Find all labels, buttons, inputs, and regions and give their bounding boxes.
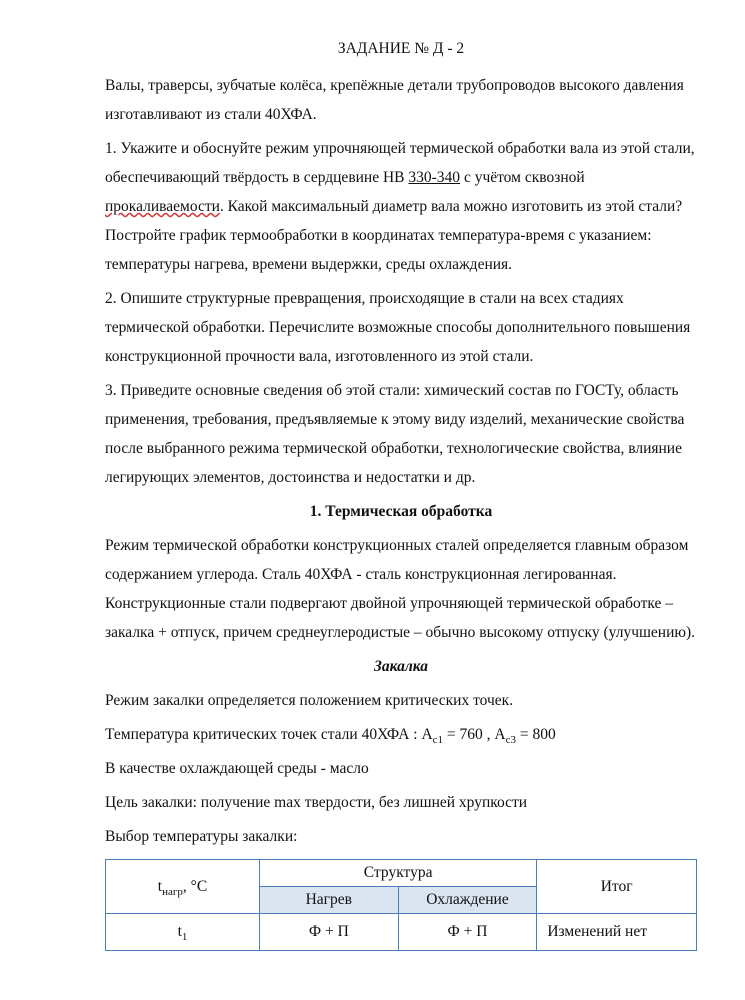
table-cell-t1 — [106, 914, 260, 951]
task-2-paragraph: 2. Опишите структурные превращения, происходящие в стали на всех стадиях термической обработки. Перечислите возможные способы дополнительного повышения конструкционной прочности вала, изготовленного из этой стали. — [105, 290, 691, 365]
quench-goal-paragraph: Цель закалки: получение max твердости, без лишней хрупкости — [105, 794, 528, 811]
table-cell-heating-phase: Ф + П — [259, 914, 398, 951]
task-1-paragraph — [105, 134, 697, 279]
heat-treatment-paragraph: Режим термической обработки конструкционных сталей определяется главным образом содержанием углерода. Сталь 40ХФА - сталь конструкционная легированная. Конструкционные стали подвергают двойной упрочняющей термической обработке – закалка + отпуск, причем среднеуглеродистые – обычно высокому отпуску (улучшению). — [105, 537, 696, 641]
table-header-result: Итог — [537, 860, 697, 914]
table-cell-cooling-phase: Ф + П — [398, 914, 537, 951]
hardness-range-underlined: 330-340 — [408, 169, 461, 186]
table-header-structure: Структура — [259, 860, 536, 887]
critical-points-text-c: = 800 — [515, 726, 556, 743]
critical-points-text-b: = 760 , А — [443, 726, 506, 743]
table-header-row-1 — [106, 860, 697, 887]
subheading-quenching: Закалка — [373, 658, 429, 675]
table-header-cooling: Охлаждение — [398, 887, 537, 914]
task-1-text-c: . Какой максимальный диаметр вала можно изготовить из этой стали? Постройте график термообработки в координатах температура-время с указанием: температуры нагрева, времени выдержки, среды охлаждения. — [105, 198, 683, 273]
cooling-medium-paragraph: В качестве охлаждающей среды - масло — [105, 760, 369, 777]
quench-mode-paragraph: Режим закалки определяется положением критических точек. — [105, 692, 514, 709]
tnagr-subscript: нагр — [162, 885, 183, 898]
ac1-subscript: с1 — [432, 734, 444, 747]
spellchecked-word: прокаливаемости — [105, 198, 220, 215]
task-1-text-b: с учётом сквозной — [460, 169, 585, 186]
task-1-text-a: 1. Укажите и обоснуйте режим упрочняющей термической обработки вала из этой стали, обеспечивающий твёрдость в сердцевине НВ — [105, 140, 695, 186]
table-header-heating: Нагрев — [259, 887, 398, 914]
section-heading-heat-treatment: 1. Термическая обработка — [309, 503, 493, 520]
quench-temperature-table — [105, 859, 697, 951]
assignment-title: ЗАДАНИЕ № Д - 2 — [337, 40, 465, 57]
critical-points-paragraph — [105, 720, 697, 749]
table-header-tnagr — [106, 860, 260, 914]
tnagr-unit: , °С — [182, 877, 208, 895]
tnagr-base: t — [157, 877, 163, 895]
intro-paragraph: Валы, траверсы, зубчатые колёса, крепёжные детали трубопроводов высокого давления изготавливают из стали 40ХФА. — [105, 77, 684, 123]
t1-subscript: 1 — [181, 931, 188, 944]
ac3-subscript: с3 — [505, 734, 516, 747]
t1-base: t — [177, 923, 182, 940]
table-cell-result: Изменений нет — [537, 914, 697, 951]
temperature-choice-paragraph: Выбор температуры закалки: — [105, 828, 298, 845]
table-data-row — [106, 914, 697, 951]
critical-points-text-a: Температура критических точек стали 40ХФА : А — [105, 726, 433, 743]
task-3-paragraph: 3. Приведите основные сведения об этой стали: химический состав по ГОСТу, область применения, требования, предъявляемые к этому виду изделий, механические свойства после выбранного режима термической обработки, технологические свойства, влияние легирующих элементов, достоинства и недостатки и др. — [105, 382, 685, 486]
